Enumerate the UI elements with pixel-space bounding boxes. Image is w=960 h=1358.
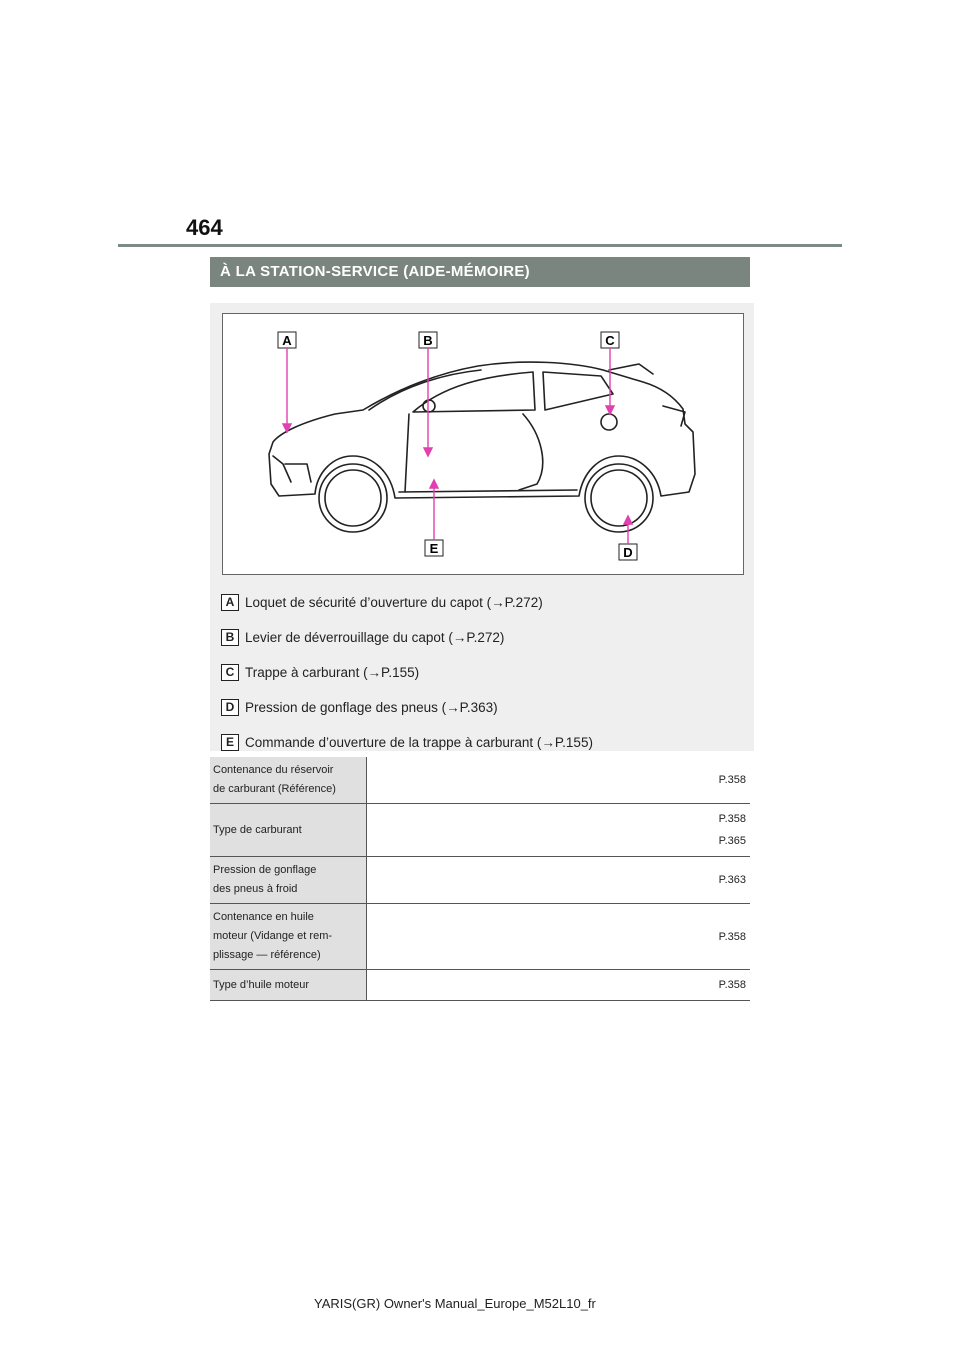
- car-illustration: [223, 314, 743, 574]
- legend-item-a: [221, 585, 746, 620]
- fuel-door-circle: [601, 414, 617, 430]
- rear-window: [543, 372, 613, 410]
- table-row-label: Contenance du réservoir de carburant (Référence): [210, 757, 367, 804]
- car-illustration-frame: [222, 313, 744, 575]
- rear-wheel: [585, 464, 653, 532]
- illustration-panel: [210, 303, 754, 751]
- table-row-label: Type d’huile moteur: [210, 970, 367, 1001]
- legend-item-text: Trappe à carburant (→P.155): [245, 665, 420, 680]
- table-row-label: Contenance en huile moteur (Vidange et rem- plissage — référence): [210, 904, 367, 970]
- callout-b: B: [423, 333, 433, 348]
- legend-key-badge: E: [221, 734, 239, 751]
- table-row-value: P.358: [367, 904, 751, 970]
- front-bumper: [273, 456, 311, 482]
- table-row-value: P.358 P.365: [367, 804, 751, 857]
- legend-item-e: [221, 725, 746, 760]
- rear-light: [663, 406, 685, 426]
- callout-e: E: [429, 541, 439, 556]
- mirror: [423, 400, 435, 412]
- callout-a: A: [282, 333, 292, 348]
- legend-item-b: [221, 620, 746, 655]
- legend-item-text: Pression de gonflage des pneus (→P.363): [245, 700, 498, 715]
- table-row-value: P.363: [367, 857, 751, 904]
- table-row-value: P.358: [367, 970, 751, 1001]
- rear-rim: [591, 470, 647, 526]
- legend-key-badge: A: [221, 594, 239, 611]
- legend-key-badge: C: [221, 664, 239, 681]
- spec-table: [210, 757, 750, 1001]
- legend-item-text: Loquet de sécurité d’ouverture du capot (→P.272): [245, 595, 543, 610]
- table-row-value: P.358: [367, 757, 751, 804]
- table-row: [210, 757, 750, 804]
- page-footer: YARIS(GR) Owner's Manual_Europe_M52L10_fr: [314, 1296, 596, 1311]
- windshield-line: [369, 370, 481, 410]
- legend-item-c: [221, 655, 746, 690]
- table-row: [210, 857, 750, 904]
- table-row-label: Pression de gonflage des pneus à froid: [210, 857, 367, 904]
- callout-d: D: [623, 545, 633, 560]
- front-wheel: [319, 464, 387, 532]
- header-rule: [118, 244, 842, 247]
- legend-item-text: Levier de déverrouillage du capot (→P.272): [245, 630, 505, 645]
- table-row-label: Type de carburant: [210, 804, 367, 857]
- legend-key-badge: D: [221, 699, 239, 716]
- legend-item-d: [221, 690, 746, 725]
- table-row: [210, 904, 750, 970]
- legend-item-text: Commande d’ouverture de la trappe à carburant (→P.155): [245, 735, 593, 750]
- front-rim: [325, 470, 381, 526]
- door-line: [405, 414, 543, 492]
- rear-spoiler: [609, 364, 653, 374]
- legend-key-badge: B: [221, 629, 239, 646]
- page-number: 464: [186, 215, 223, 240]
- table-row: [210, 804, 750, 857]
- legend-list: [221, 585, 746, 760]
- side-sill: [399, 490, 577, 492]
- section-title: À LA STATION-SERVICE (AIDE-MÉMOIRE): [210, 257, 750, 287]
- callout-c: C: [605, 333, 615, 348]
- table-row: [210, 970, 750, 1001]
